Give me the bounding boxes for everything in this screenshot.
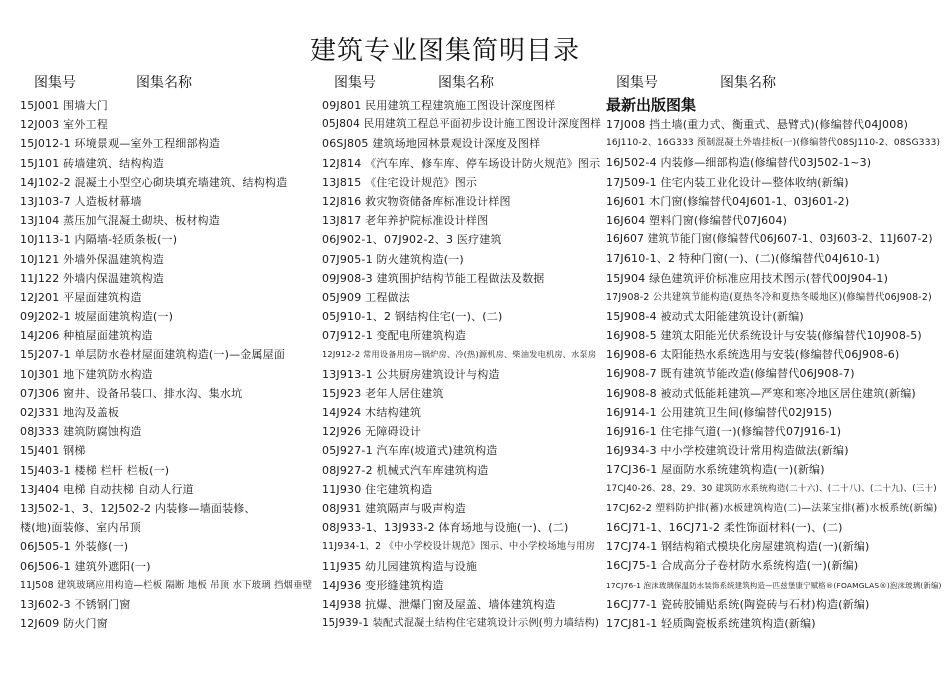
atlas-entry: 13J502-1、3、12J502-2 内装修—墙面装修、 bbox=[20, 501, 256, 515]
atlas-entry: 06J506-1 建筑外遮阳(一) bbox=[20, 559, 151, 573]
atlas-entry: 14J206 种植屋面建筑构造 bbox=[20, 329, 153, 343]
atlas-entry: 06SJ805 建筑场地园林景观设计深度及图样 bbox=[322, 137, 541, 151]
atlas-entry: 11J934-1、2 《中小学校设计规范》图示、中小学校场地与用房 bbox=[322, 541, 596, 553]
atlas-entry: 16J604 塑料门窗(修编替代07J604) bbox=[606, 213, 788, 227]
catalog-column-3 bbox=[606, 72, 944, 633]
atlas-entry: 16J934-3 中小学校建筑设计常用构造做法(新编) bbox=[606, 444, 849, 458]
header-atlas-name: 图集名称 bbox=[720, 75, 776, 91]
atlas-entry: 05J927-1 汽车库(坡道式)建筑构造 bbox=[322, 444, 498, 458]
atlas-entry: 15J401 钢梯 bbox=[20, 444, 86, 458]
atlas-entry: 15J101 砖墙建筑、结构构造 bbox=[20, 156, 164, 170]
atlas-entry: 14J924 木结构建筑 bbox=[322, 406, 422, 419]
atlas-entry: 12J003 室外工程 bbox=[20, 118, 108, 132]
atlas-entry: 11J508 建筑玻璃应用构造—栏板 隔断 地板 吊顶 水下玻璃 挡烟垂壁 bbox=[20, 579, 313, 591]
atlas-entry: 16J908-6 太阳能热水系统选用与安装(修编替代06J908-6) bbox=[606, 348, 900, 362]
atlas-entry: 13J404 电梯 自动扶梯 自动人行道 bbox=[20, 482, 194, 496]
atlas-entry: 11J930 住宅建筑构造 bbox=[322, 482, 433, 496]
atlas-entry: 17J610-1、2 特种门窗(一)、(二)(修编替代04J610-1) bbox=[606, 252, 880, 266]
atlas-entry: 11J935 幼儿园建筑构造与设施 bbox=[322, 559, 478, 573]
column-header bbox=[322, 72, 604, 92]
atlas-entry: 02J331 地沟及盖板 bbox=[20, 406, 120, 419]
atlas-entry: 13J103-7 人造板材幕墙 bbox=[20, 194, 142, 208]
atlas-entry: 14J102-2 混凝土小型空心砌块填充墙建筑、结构构造 bbox=[20, 175, 288, 189]
atlas-list bbox=[20, 96, 320, 633]
atlas-entry: 16J110-2、16G333 预制混凝土外墙挂板(一)(修编替代08SJ110-2、08SG333) bbox=[606, 138, 941, 149]
atlas-entry: 12J814 《汽车库、修车库、停车场设计防火规范》图示 bbox=[322, 156, 601, 170]
atlas-entry: 16CJ71-1、16CJ71-2 柔性饰面材料(一)、(二) bbox=[606, 520, 843, 534]
atlas-entry: 10J113-1 内隔墙-轻质条板(一) bbox=[20, 233, 178, 247]
header-atlas-number: 图集号 bbox=[616, 75, 658, 91]
header-atlas-number: 图集号 bbox=[34, 75, 76, 91]
atlas-entry: 13J815 《住宅设计规范》图示 bbox=[322, 175, 478, 189]
atlas-entry: 14J936 变形缝建筑构造 bbox=[322, 578, 444, 592]
atlas-entry: 09J908-3 建筑围护结构节能工程做法及数据 bbox=[322, 271, 545, 285]
atlas-entry: 08J927-2 机械式汽车库建筑构造 bbox=[322, 463, 489, 477]
atlas-entry: 17CJ36-1 屋面防水系统建筑构造(一)(新编) bbox=[606, 463, 825, 477]
atlas-entry: 12J926 无障碍设计 bbox=[322, 425, 422, 439]
atlas-entry: 16J908-5 建筑太阳能光伏系统设计与安装(修编替代10J908-5) bbox=[606, 329, 922, 343]
atlas-entry: 13J817 老年养护院标准设计样图 bbox=[322, 214, 489, 228]
atlas-entry: 17J008 挡土墙(重力式、衡重式、悬臂式)(修编替代04J008) bbox=[606, 118, 909, 131]
column-header bbox=[20, 72, 320, 92]
atlas-entry: 15J904 绿色建筑评价标准应用技术图示(替代00J904-1) bbox=[606, 271, 889, 285]
atlas-entry: 13J602-3 不锈钢门窗 bbox=[20, 597, 131, 611]
atlas-entry: 17J509-1 住宅内装工业化设计—整体收纳(新编) bbox=[606, 175, 849, 189]
page-title: 建筑专业图集简明目录 bbox=[309, 36, 580, 66]
atlas-entry: 17CJ62-2 塑料防护排(蓄)水板建筑构造(二)—法莱宝排(蓄)水板系统(新编) bbox=[606, 502, 938, 514]
atlas-entry: 12J201 平屋面建筑构造 bbox=[20, 290, 142, 304]
atlas-entry: 09J801 民用建筑工程建筑施工图设计深度图样 bbox=[322, 99, 556, 112]
atlas-entry: 15J908-4 被动式太阳能建筑设计(新编) bbox=[606, 309, 804, 323]
latest-publications-heading: 最新出版图集 bbox=[606, 96, 697, 114]
atlas-entry: 08J333 建筑防腐蚀构造 bbox=[20, 425, 142, 439]
atlas-entry: 15J207-1 单层防水卷材屋面建筑构造(一)—金属屋面 bbox=[20, 348, 286, 362]
atlas-entry: 05J804 民用建筑工程总平面初步设计施工图设计深度图样 bbox=[322, 118, 602, 131]
atlas-entry: 10J121 外墙外保温建筑构造 bbox=[20, 252, 164, 266]
atlas-entry: 16CJ75-1 合成高分子卷材防水系统构造(一)(新编) bbox=[606, 559, 859, 573]
atlas-entry: 17J908-2 公共建筑节能构造(夏热冬冷和夏热冬暖地区)(修编替代06J908-2) bbox=[606, 291, 932, 303]
atlas-entry: 12J912-2 常用设备用房—锅炉房、冷(热)源机房、柴油发电机房、水泵房 bbox=[322, 349, 597, 360]
atlas-entry: 05J910-1、2 钢结构住宅(一)、(二) bbox=[322, 310, 503, 324]
atlas-entry: 16J914-1 公用建筑卫生间(修编替代02J915) bbox=[606, 405, 833, 419]
atlas-entry: 15J012-1 环境景观—室外工程细部构造 bbox=[20, 137, 221, 151]
atlas-entry: 16J502-4 内装修—细部构造(修编替代03J502-1~3) bbox=[606, 156, 872, 170]
atlas-entry: 15J939-1 装配式混凝土结构住宅建筑设计示例(剪力墙结构) bbox=[322, 618, 600, 630]
atlas-entry: 16J607 建筑节能门窗(修编替代06J607-1、03J603-2、11J607-2) bbox=[606, 233, 933, 246]
atlas-entry: 07J912-1 变配电所建筑构造 bbox=[322, 329, 467, 343]
atlas-entry: 14J938 抗爆、泄爆门窗及屋盖、墙体建筑构造 bbox=[322, 597, 556, 611]
atlas-entry: 16CJ77-1 瓷砖胶铺贴系统(陶瓷砖与石材)构造(新编) bbox=[606, 597, 870, 611]
atlas-entry: 06J902-1、07J902-2、3 医疗建筑 bbox=[322, 233, 502, 247]
atlas-entry: 16J916-1 住宅排气道(一)(修编替代07J916-1) bbox=[606, 425, 842, 438]
atlas-entry: 16J601 木门窗(修编替代04J601-1、03J601-2) bbox=[606, 194, 850, 208]
header-atlas-number: 图集号 bbox=[334, 75, 376, 91]
atlas-list bbox=[322, 96, 604, 633]
atlas-list bbox=[606, 115, 944, 633]
atlas-entry: 12J816 救灾物资储备库标准设计样图 bbox=[322, 194, 511, 208]
atlas-entry: 13J913-1 公共厨房建筑设计与构造 bbox=[322, 367, 500, 381]
atlas-entry: 09J202-1 坡屋面建筑构造(一) bbox=[20, 310, 174, 324]
header-atlas-name: 图集名称 bbox=[136, 75, 192, 91]
atlas-entry: 08J931 建筑隔声与吸声构造 bbox=[322, 501, 466, 515]
column-header bbox=[606, 72, 944, 92]
atlas-entry: 10J301 地下建筑防水构造 bbox=[20, 367, 153, 381]
atlas-entry: 06J505-1 外装修(一) bbox=[20, 540, 129, 554]
atlas-entry: 07J905-1 防火建筑构造(一) bbox=[322, 252, 464, 266]
atlas-entry: 11J122 外墙内保温建筑构造 bbox=[20, 271, 164, 285]
atlas-entry: 17CJ81-1 轻质陶瓷板系统建筑构造(新编) bbox=[606, 616, 816, 630]
atlas-entry: 15J923 老年人居住建筑 bbox=[322, 386, 444, 400]
atlas-entry: 12J609 防火门窗 bbox=[20, 617, 108, 631]
atlas-entry: 楼(地)面装修、室内吊顶 bbox=[20, 521, 141, 535]
atlas-entry: 15J403-1 楼梯 栏杆 栏板(一) bbox=[20, 463, 170, 477]
atlas-entry: 16J908-7 既有建筑节能改造(修编替代06J908-7) bbox=[606, 367, 855, 381]
atlas-entry: 16J908-8 被动式低能耗建筑—严寒和寒冷地区居住建筑(新编) bbox=[606, 386, 916, 400]
atlas-entry: 05J909 工程做法 bbox=[322, 290, 410, 304]
atlas-entry: 08J933-1、13J933-2 体育场地与设施(一)、(二) bbox=[322, 521, 569, 535]
atlas-entry: 13J104 蒸压加气混凝土砌块、板材构造 bbox=[20, 214, 220, 228]
catalog-column-1 bbox=[20, 72, 320, 633]
catalog-column-2 bbox=[322, 72, 604, 633]
atlas-entry: 15J001 围墙大门 bbox=[20, 99, 108, 112]
atlas-entry: 17CJ76-1 泡沫玻璃保温防水装饰系统建筑构造—匹兹堡康宁赋格®(FOAMGLAS®)泡沫玻璃(新编) bbox=[606, 580, 942, 590]
atlas-entry: 17CJ40-26、28、29、30 建筑防水系统构造(二十六)、(二十八)、(二十九)、(三十) bbox=[606, 483, 937, 494]
header-atlas-name: 图集名称 bbox=[438, 75, 494, 91]
atlas-entry: 17CJ74-1 钢结构箱式模块化房屋建筑构造(一)(新编) bbox=[606, 540, 870, 554]
atlas-entry: 07J306 窗井、设备吊装口、排水沟、集水坑 bbox=[20, 386, 243, 400]
